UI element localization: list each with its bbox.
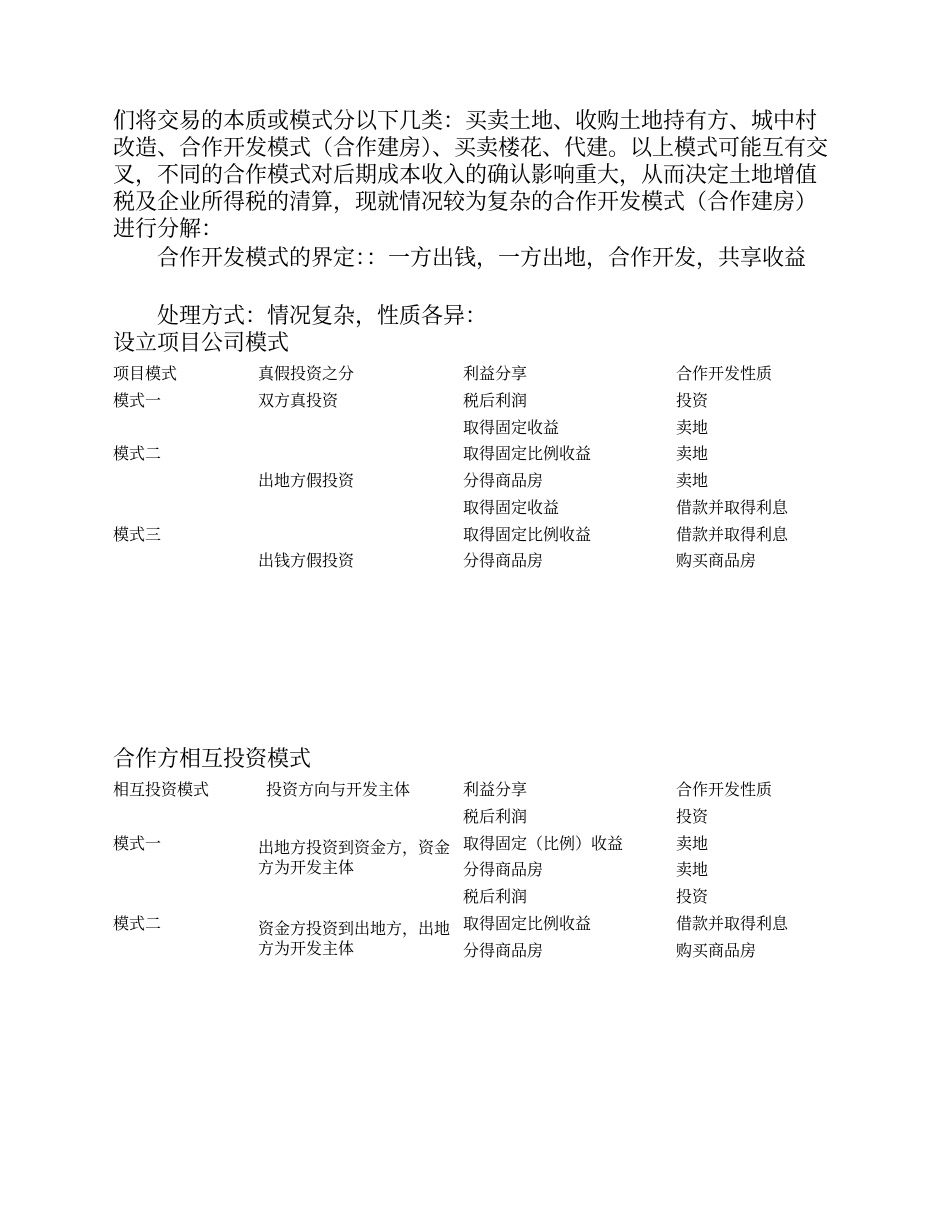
- table-cell: 购买商品房: [676, 551, 757, 570]
- table-cell: 模式二: [113, 914, 162, 933]
- intro-paragraph: 们将交易的本质或模式分以下几类：买卖土地、收购土地持有方、城中村改造、合作开发模式（合作建房）、买卖楼花、代建。以上模式可能互有交叉，不同的合作模式对后期成本收入的确认影响重大，从而决定土地增值税及企业所得税的清算，现就情况较为复杂的合作开发模式（合作建房）进行分解：: [113, 109, 829, 242]
- table-cell: 分得商品房: [463, 471, 544, 490]
- table-cell: 借款并取得利息: [676, 525, 789, 544]
- table-cell: 借款并取得利息: [676, 498, 789, 517]
- table-cell: 卖地: [676, 834, 709, 853]
- table-header: 真假投资之分: [258, 364, 355, 383]
- table-cell: 取得固定收益: [463, 418, 560, 437]
- table-cell: 出地方假投资: [258, 471, 355, 490]
- table-cell: 取得固定收益: [463, 498, 560, 517]
- table-cell: 出钱方假投资: [258, 551, 355, 570]
- table-cell: 卖地: [676, 860, 709, 879]
- table-cell: 取得固定比例收益: [463, 444, 592, 463]
- table-cell: 资金方投资到出地方，出地方为开发主体: [258, 919, 451, 958]
- table-cell: 购买商品房: [676, 941, 757, 960]
- table-cell: 税后利润: [463, 887, 528, 906]
- table-cell: 投资: [676, 807, 709, 826]
- table-header: 项目模式: [113, 364, 178, 383]
- table-cell: 模式一: [113, 391, 162, 410]
- table-cell: 分得商品房: [463, 551, 544, 570]
- table-cell: 分得商品房: [463, 860, 544, 879]
- table-cell: 模式二: [113, 444, 162, 463]
- table-cell: 取得固定（比例）收益: [463, 834, 624, 853]
- table-cell: 出地方投资到资金方，资金方为开发主体: [258, 838, 451, 877]
- handling-paragraph: 处理方式：情况复杂，性质各异：: [157, 304, 488, 329]
- table-header: 利益分享: [463, 364, 528, 383]
- table-cell: 双方真投资: [258, 391, 339, 410]
- table-header: 合作开发性质: [676, 780, 773, 799]
- table-header: 合作开发性质: [676, 364, 773, 383]
- table-cell: 取得固定比例收益: [463, 525, 592, 544]
- table-cell: 借款并取得利息: [676, 914, 789, 933]
- table-cell: 税后利润: [463, 807, 528, 826]
- table-cell: 税后利润: [463, 391, 528, 410]
- table-cell: 卖地: [676, 444, 709, 463]
- table-cell: 投资: [676, 391, 709, 410]
- table-header: 投资方向与开发主体: [266, 780, 411, 799]
- table1-title: 设立项目公司模式: [113, 331, 290, 356]
- table2-title: 合作方相互投资模式: [113, 747, 312, 772]
- table-cell: 卖地: [676, 418, 709, 437]
- table-cell: 模式三: [113, 525, 162, 544]
- table-cell: 分得商品房: [463, 941, 544, 960]
- table-cell: 卖地: [676, 471, 709, 490]
- table-cell: 投资: [676, 887, 709, 906]
- definition-paragraph: 合作开发模式的界定：：一方出钱，一方出地，合作开发，共享收益: [157, 246, 807, 271]
- table-header: 利益分享: [463, 780, 528, 799]
- table-cell: 模式一: [113, 834, 162, 853]
- table-cell: 取得固定比例收益: [463, 914, 592, 933]
- table-header: 相互投资模式: [113, 780, 210, 799]
